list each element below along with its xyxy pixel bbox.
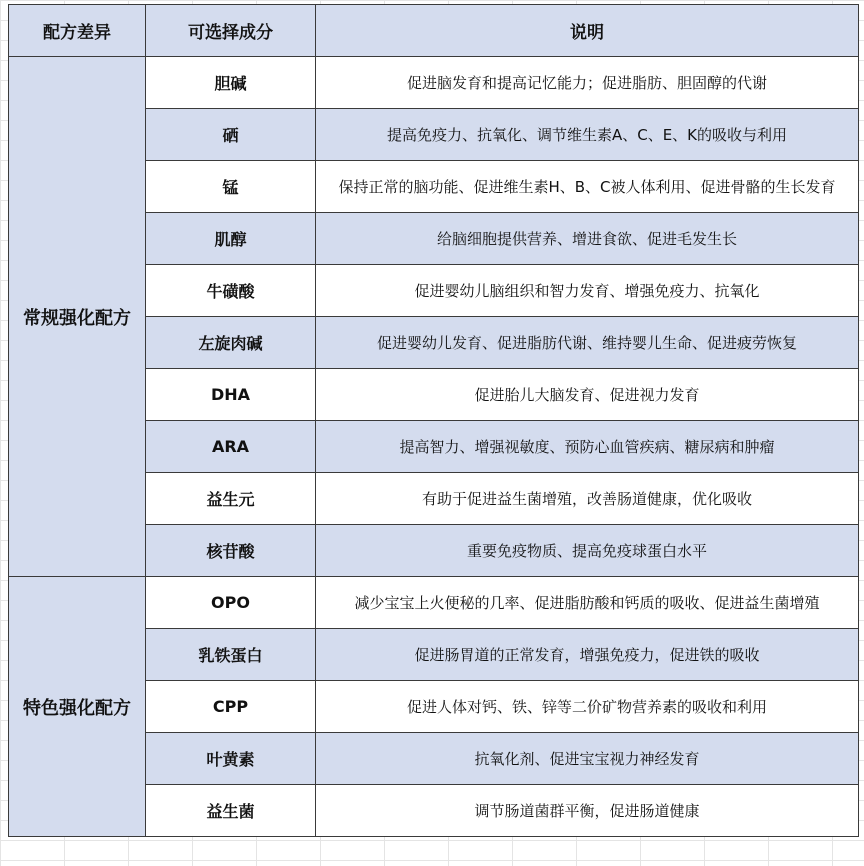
- description-cell: 抗氧化剂、促进宝宝视力神经发育: [316, 733, 859, 785]
- table-row: [9, 57, 859, 109]
- description-cell: 有助于促进益生菌增殖，改善肠道健康，优化吸收: [316, 473, 859, 525]
- header-row: [9, 5, 859, 57]
- ingredient-cell: DHA: [146, 369, 316, 421]
- table-row: [9, 577, 859, 629]
- ingredient-cell: 核苷酸: [146, 525, 316, 577]
- description-cell: 给脑细胞提供营养、增进食欲、促进毛发生长: [316, 213, 859, 265]
- description-cell: 促进脑发育和提高记忆能力；促进脂肪、胆固醇的代谢: [316, 57, 859, 109]
- description-cell: 重要免疫物质、提高免疫球蛋白水平: [316, 525, 859, 577]
- description-cell: 减少宝宝上火便秘的几率、促进脂肪酸和钙质的吸收、促进益生菌增殖: [316, 577, 859, 629]
- description-cell: 提高免疫力、抗氧化、调节维生素A、C、E、K的吸收与利用: [316, 109, 859, 161]
- ingredient-cell: 肌醇: [146, 213, 316, 265]
- ingredient-cell: CPP: [146, 681, 316, 733]
- header-optional-ingredients: 可选择成分: [146, 5, 316, 57]
- ingredient-cell: 益生菌: [146, 785, 316, 837]
- description-cell: 促进婴幼儿发育、促进脂肪代谢、维持婴儿生命、促进疲劳恢复: [316, 317, 859, 369]
- ingredient-cell: 左旋肉碱: [146, 317, 316, 369]
- header-formula-difference: 配方差异: [9, 5, 146, 57]
- ingredient-cell: 叶黄素: [146, 733, 316, 785]
- ingredient-cell: 硒: [146, 109, 316, 161]
- group-label-special: 特色强化配方: [9, 577, 146, 837]
- formula-comparison-table: [8, 4, 859, 837]
- description-cell: 调节肠道菌群平衡，促进肠道健康: [316, 785, 859, 837]
- ingredient-cell: 乳铁蛋白: [146, 629, 316, 681]
- description-cell: 促进婴幼儿脑组织和智力发育、增强免疫力、抗氧化: [316, 265, 859, 317]
- description-cell: 促进人体对钙、铁、锌等二价矿物营养素的吸收和利用: [316, 681, 859, 733]
- description-cell: 提高智力、增强视敏度、预防心血管疾病、糖尿病和肿瘤: [316, 421, 859, 473]
- ingredient-cell: 牛磺酸: [146, 265, 316, 317]
- group-label-regular: 常规强化配方: [9, 57, 146, 577]
- description-cell: 保持正常的脑功能、促进维生素H、B、C被人体利用、促进骨骼的生长发育: [316, 161, 859, 213]
- description-cell: 促进肠胃道的正常发育，增强免疫力，促进铁的吸收: [316, 629, 859, 681]
- ingredient-cell: OPO: [146, 577, 316, 629]
- ingredient-cell: 锰: [146, 161, 316, 213]
- ingredient-cell: ARA: [146, 421, 316, 473]
- header-description: 说明: [316, 5, 859, 57]
- description-cell: 促进胎儿大脑发育、促进视力发育: [316, 369, 859, 421]
- ingredient-cell: 胆碱: [146, 57, 316, 109]
- ingredient-cell: 益生元: [146, 473, 316, 525]
